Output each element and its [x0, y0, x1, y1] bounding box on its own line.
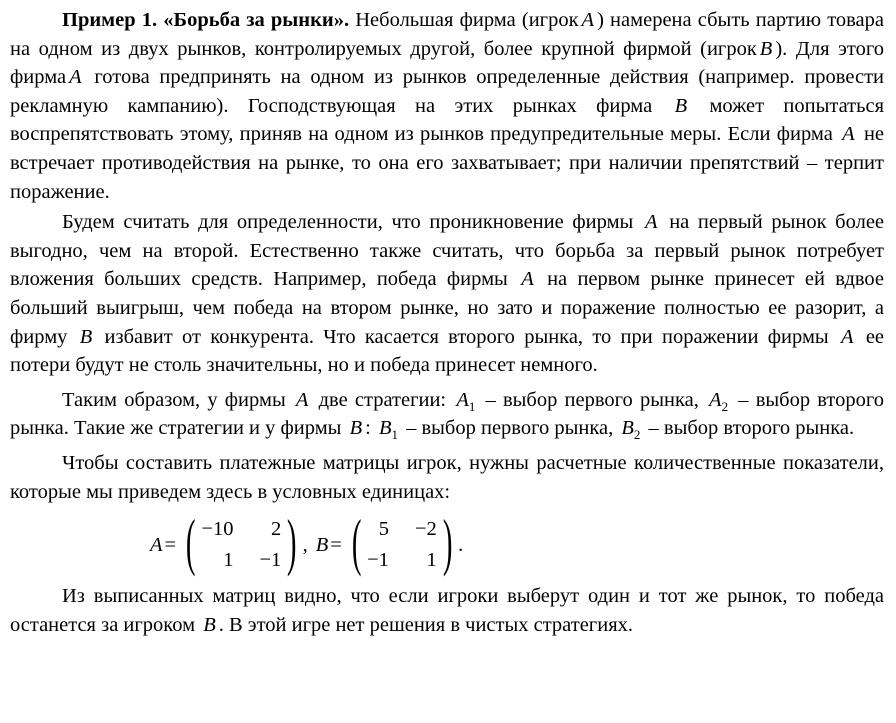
period: .: [458, 533, 464, 556]
paragraph-strategies: [10, 386, 884, 443]
equals-sign: =: [330, 533, 342, 556]
strategy-letter: A: [456, 388, 469, 411]
strategy-a1: [453, 388, 478, 414]
strategy-index: 2: [721, 398, 729, 414]
strategy-index: 2: [633, 427, 641, 443]
text: Таким образом, у фирмы: [62, 388, 286, 411]
var-player-a: A: [581, 9, 595, 31]
matrix-cell: −10: [201, 518, 234, 541]
matrix-cell: −1: [259, 549, 282, 572]
matrix-cell: 1: [223, 549, 234, 572]
text: на первом рынке принесет ей вдвое больший выигрыш, чем победа на втором рынке, но зато и поражение полностью ее разорит, а фирму: [10, 268, 885, 348]
strategy-letter: A: [709, 388, 722, 411]
var-player-a: A: [521, 268, 534, 291]
text: Из выписанных матриц видно, что если игроки выберут один и тот же рынок, то победа останется за игроком: [10, 585, 884, 636]
matrix-cell: 5: [378, 518, 389, 541]
equals-sign: =: [164, 533, 177, 556]
text: – выбор первого рынка,: [485, 388, 699, 411]
strategy-a2: [706, 388, 731, 414]
matrix-cell: 2: [271, 518, 282, 541]
paragraph-conclusion: [10, 582, 884, 639]
text: – выбор первого рынка,: [406, 417, 614, 440]
var-player-a: A: [69, 66, 82, 89]
var-player-b: B: [674, 94, 688, 117]
matrix-b-name: B: [315, 533, 329, 556]
text: – выбор второго рынка.: [648, 417, 855, 440]
document-page: [10, 6, 884, 639]
text: две стратегии:: [318, 388, 447, 411]
text: :: [365, 417, 371, 440]
text: ее потери будут не столь значительны, но и победа принесет немного.: [10, 325, 885, 377]
text: на первый рынок более выгодно, чем на второй. Естественно также считать, что борьба за первый рынок потребует вложения больших средств. Например, победа фирмы: [10, 211, 885, 291]
strategy-index: 1: [391, 427, 398, 443]
strategy-letter: B: [378, 417, 392, 440]
strategy-letter: B: [621, 417, 634, 440]
matrix-cell: −1: [367, 549, 389, 572]
payoff-matrices-formula: [10, 506, 884, 580]
matrix-a: [201, 516, 281, 574]
var-player-b: B: [203, 613, 216, 636]
var-player-a: A: [841, 325, 854, 348]
matrix-b: [367, 516, 437, 574]
matrix-cell: −2: [414, 518, 437, 541]
paragraph-payoff-intro: [10, 449, 884, 506]
left-paren: (: [185, 506, 196, 578]
text: ) намерена сбыть партию товара на одном из двух рынков, контролируемых другой, более крупной фирмой (игрок: [10, 9, 885, 60]
var-player-b: B: [759, 37, 773, 60]
paragraph-assumptions: [10, 208, 884, 380]
text: избавит от конкурента. Что касается второго рынка, то при поражении фирмы: [104, 325, 829, 348]
text: – выбор второго рынка. Такие же стратегии и у фирмы: [10, 388, 885, 440]
example-title: Пример 1. «Борьба за рынки».: [62, 9, 350, 31]
text: Будем считать для определенности, что проникновение фирмы: [62, 211, 634, 234]
comma: ,: [302, 533, 308, 556]
text: Небольшая фирма (игрок: [355, 9, 579, 31]
var-player-a: A: [644, 211, 658, 234]
strategy-b1: [376, 417, 401, 443]
text: ). Для этого фирма: [10, 37, 884, 89]
strategy-b2: [618, 417, 643, 443]
text: не встречает противодействия на рынке, то она его захватывает; при наличии препятствий – терпит поражение.: [10, 123, 885, 203]
var-player-b: B: [349, 417, 363, 440]
matrix-cell: 1: [426, 549, 437, 572]
text: может попытаться воспрепятствовать этому, приняв на одном из рынков предупредительные меры. Если фирма: [10, 94, 885, 146]
var-player-a: A: [842, 123, 855, 146]
var-player-b: B: [79, 325, 93, 348]
paragraph-problem-statement: [10, 6, 884, 206]
text: готова предпринять на одном из рынков определенные действия (например. провести рекламную кампанию). Господствующая на этих рынках фирма: [10, 66, 885, 117]
var-player-a: A: [295, 388, 309, 411]
text: Чтобы составить платежные матрицы игрок, нужны расчетные количественные показатели, которые мы приведем здесь в условных единицах:: [10, 451, 884, 503]
left-paren: (: [351, 506, 362, 578]
right-paren: ): [287, 506, 297, 578]
text: . В этой игре нет решения в чистых стратегиях.: [218, 613, 633, 636]
right-paren: ): [442, 506, 453, 578]
strategy-index: 1: [468, 398, 476, 414]
matrix-a-name: A: [150, 533, 163, 556]
